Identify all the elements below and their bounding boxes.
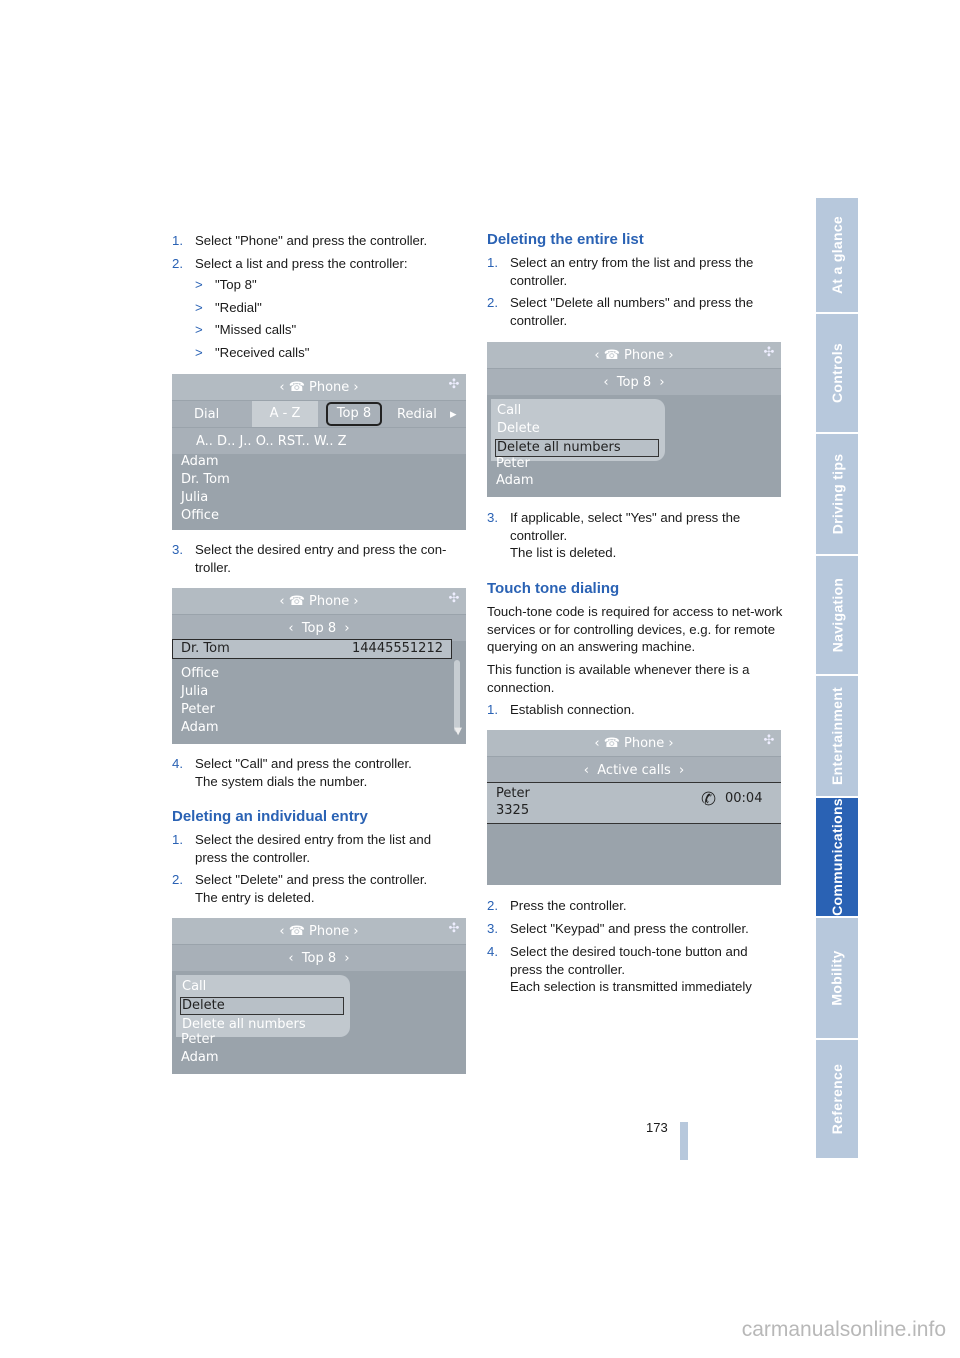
phone-icon: ☎ xyxy=(603,347,625,363)
arrow-right-icon: › xyxy=(651,374,665,390)
context-menu xyxy=(491,399,665,461)
list-item: Adam xyxy=(181,720,219,735)
side-tab-controls[interactable]: Controls xyxy=(816,314,858,432)
list-item: Adam xyxy=(496,473,534,488)
arrow-left-icon: ‹ xyxy=(279,379,289,395)
arrow-left-icon: ‹ xyxy=(279,593,289,609)
menu-item-delete: Delete xyxy=(182,998,225,1013)
screenshot-delete-menu xyxy=(172,918,466,1074)
section-heading: Deleting the entire list xyxy=(487,231,644,248)
context-menu xyxy=(176,975,350,1037)
settings-icon: ✣ xyxy=(763,733,775,748)
screenshot-phone-list xyxy=(172,374,466,530)
arrow-right-icon: ▸ xyxy=(450,406,457,422)
tab-top-8: Top 8 xyxy=(326,402,382,426)
phone-icon: ☎ xyxy=(603,735,625,751)
active-call-panel: Peter 3325 ✆ 00:04 xyxy=(487,782,781,824)
settings-icon: ✣ xyxy=(448,591,460,606)
scroll-down-icon: ▼ xyxy=(454,726,462,737)
list-item: Peter xyxy=(181,702,215,717)
arrow-right-icon: › xyxy=(664,735,674,751)
selected-entry: Dr. Tom 14445551212 xyxy=(172,639,452,659)
screen-title-bar: ‹ ☎ Phone › xyxy=(172,374,466,400)
list-item: Office xyxy=(181,508,219,523)
bullet-item: > "Redial" xyxy=(195,300,262,315)
arrow-right-icon: › xyxy=(349,593,359,609)
screen-title-bar: ‹ ☎ Phone › xyxy=(487,342,781,368)
side-tab-navigation[interactable]: Navigation xyxy=(816,556,858,674)
tab-dial: Dial xyxy=(194,406,220,422)
tab-redial: Redial xyxy=(397,406,437,422)
side-tab-nav xyxy=(816,198,858,1160)
phone-icon: ☎ xyxy=(288,593,310,609)
arrow-left-icon: ‹ xyxy=(594,735,604,751)
page-number: 173 xyxy=(646,1120,668,1135)
list-item: Adam xyxy=(181,1050,219,1065)
bullet-item: > "Received calls" xyxy=(195,345,310,360)
arrow-right-icon: › xyxy=(349,379,359,395)
list-item: Dr. Tom xyxy=(181,472,230,487)
screenshot-top8-list xyxy=(172,588,466,744)
screenshot-delete-all-menu xyxy=(487,342,781,497)
screen-sub-bar: ‹ Top 8 › xyxy=(487,369,781,395)
menu-item-delete-all: Delete all numbers xyxy=(182,1017,306,1032)
arrow-left-icon: ‹ xyxy=(603,374,617,390)
letter-index-bar: A.. D.. J.. O.. RST.. W.. Z xyxy=(172,428,466,454)
settings-icon: ✣ xyxy=(448,921,460,936)
screen-sub-bar: ‹ Active calls › xyxy=(487,757,781,783)
screen-tab-bar xyxy=(172,401,466,427)
section-heading: Touch tone dialing xyxy=(487,580,620,597)
arrow-left-icon: ‹ xyxy=(279,923,289,939)
menu-item-delete: Delete xyxy=(497,421,540,436)
list-item: Julia xyxy=(181,684,209,699)
list-item: Office xyxy=(181,666,219,681)
menu-item-call: Call xyxy=(497,403,522,418)
list-item: Julia xyxy=(181,490,209,505)
phone-icon: ☎ xyxy=(288,923,310,939)
arrow-left-icon: ‹ xyxy=(288,620,302,636)
screen-title-bar: ‹ ☎ Phone › xyxy=(487,730,781,756)
arrow-left-icon: ‹ xyxy=(583,762,598,778)
page-number-bar xyxy=(680,1122,688,1160)
screenshot-active-call xyxy=(487,730,781,885)
screen-title-bar: ‹ ☎ Phone › xyxy=(172,588,466,614)
list-item: Adam xyxy=(181,454,219,469)
arrow-right-icon: › xyxy=(664,347,674,363)
screen-sub-bar: ‹ Top 8 › xyxy=(172,945,466,971)
side-tab-communications[interactable]: Communications xyxy=(816,798,858,916)
bullet-item: > "Top 8" xyxy=(195,277,257,292)
arrow-left-icon: ‹ xyxy=(288,950,302,966)
list-item: Peter xyxy=(496,456,530,471)
side-tab-mobility[interactable]: Mobility xyxy=(816,918,858,1038)
menu-item-delete-all: Delete all numbers xyxy=(497,440,621,455)
phone-icon: ☎ xyxy=(288,379,310,395)
screen-title-bar: ‹ ☎ Phone › xyxy=(172,918,466,944)
screen-sub-bar: ‹ Top 8 › xyxy=(172,615,466,641)
side-tab-at-a-glance[interactable]: At a glance xyxy=(816,198,858,312)
watermark: carmanualsonline.info xyxy=(741,1318,946,1341)
settings-icon: ✣ xyxy=(448,377,460,392)
side-tab-reference[interactable]: Reference xyxy=(816,1040,858,1158)
paragraph: This function is available whenever there is a connection. xyxy=(487,662,750,695)
settings-icon: ✣ xyxy=(763,345,775,360)
side-tab-entertainment[interactable]: Entertainment xyxy=(816,676,858,796)
arrow-right-icon: › xyxy=(336,620,350,636)
bullet-item: > "Missed calls" xyxy=(195,322,297,337)
tab-a-z: A - Z xyxy=(252,401,318,427)
arrow-right-icon: › xyxy=(349,923,359,939)
section-heading: Deleting an individual entry xyxy=(172,808,368,825)
handset-icon: ✆ xyxy=(701,789,717,810)
list-item: Peter xyxy=(181,1032,215,1047)
paragraph: Touch-tone code is required for access to net-work services or for controlling devices, e.g. for remote querying on an answering machine. xyxy=(487,604,783,654)
arrow-right-icon: › xyxy=(670,762,685,778)
menu-item-call: Call xyxy=(182,979,207,994)
scrollbar xyxy=(454,660,460,732)
side-tab-driving-tips[interactable]: Driving tips xyxy=(816,434,858,554)
arrow-left-icon: ‹ xyxy=(594,347,604,363)
arrow-right-icon: › xyxy=(336,950,350,966)
